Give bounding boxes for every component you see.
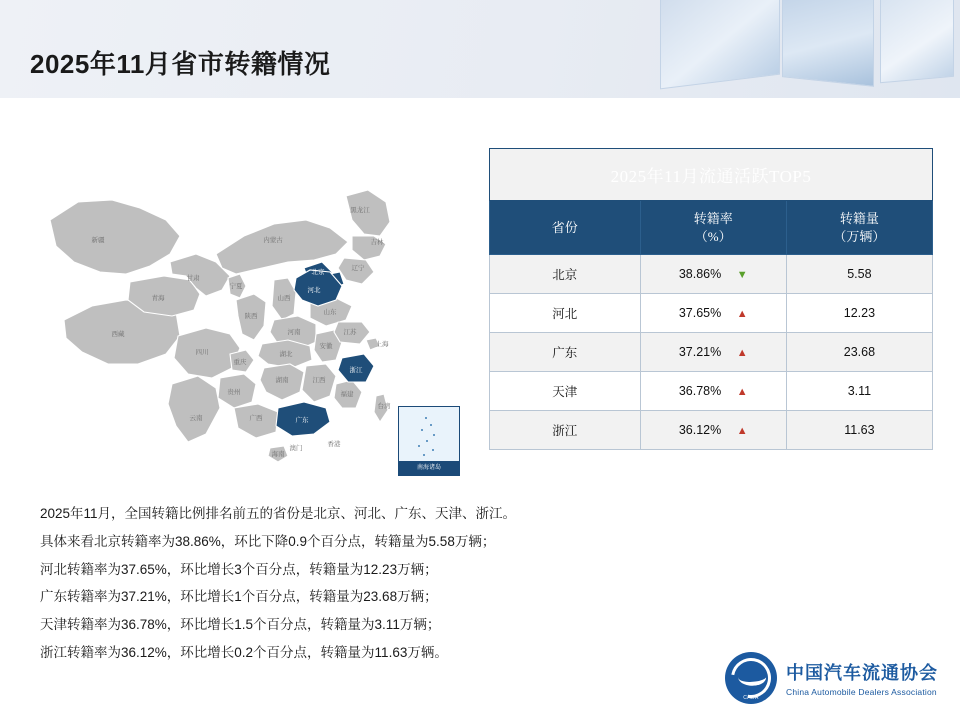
cell-rate — [640, 372, 786, 411]
svg-text:宁夏: 宁夏 — [229, 283, 243, 290]
inset-islands — [399, 407, 459, 461]
svg-text:辽宁: 辽宁 — [351, 265, 365, 272]
rate-value: 36.78% — [678, 384, 722, 399]
header-decoration — [580, 0, 960, 98]
rate-value: 37.21% — [678, 345, 722, 360]
svg-text:重庆: 重庆 — [233, 359, 247, 366]
svg-text:西藏: 西藏 — [111, 331, 125, 338]
map-base-provinces — [50, 190, 390, 462]
svg-text:吉林: 吉林 — [370, 239, 384, 246]
svg-text:江苏: 江苏 — [343, 329, 357, 336]
logo-name-en: China Automobile Dealers Association — [786, 687, 937, 697]
cell-volume: 12.23 — [786, 294, 932, 333]
cell-province: 天津 — [490, 372, 641, 411]
svg-text:广西: 广西 — [249, 415, 263, 422]
svg-text:贵州: 贵州 — [227, 389, 241, 396]
svg-text:广东: 广东 — [295, 417, 309, 424]
svg-text:湖北: 湖北 — [279, 351, 293, 358]
table-title: 2025年11月流通活跃TOP5 — [490, 149, 933, 201]
arrow-up-icon: ▲ — [736, 308, 748, 321]
column-header-volume: 转籍量 （万辆） — [786, 201, 932, 255]
svg-text:山东: 山东 — [323, 309, 337, 316]
svg-text:澳门: 澳门 — [289, 445, 303, 452]
svg-text:浙江: 浙江 — [349, 367, 363, 374]
header-divider — [0, 98, 960, 101]
column-header-rate: 转籍率 （%） — [640, 201, 786, 255]
rate-value: 38.86% — [678, 267, 722, 282]
svg-text:河南: 河南 — [287, 329, 301, 336]
cube-decoration — [782, 0, 874, 87]
cell-rate — [640, 411, 786, 450]
cell-volume: 3.11 — [786, 372, 932, 411]
svg-text:青海: 青海 — [151, 295, 165, 302]
cada-logo-icon — [725, 652, 777, 704]
cell-province: 河北 — [490, 294, 641, 333]
svg-text:内蒙古: 内蒙古 — [263, 237, 283, 244]
logo-abbr: CADA — [743, 695, 759, 701]
svg-text:北京: 北京 — [311, 269, 325, 276]
summary-line: 广东转籍率为37.21%，环比增长1个百分点，转籍量为23.68万辆； — [40, 589, 438, 605]
cell-volume: 23.68 — [786, 333, 932, 372]
arrow-up-icon: ▲ — [736, 425, 748, 438]
cube-decoration — [880, 0, 954, 83]
cell-province: 北京 — [490, 255, 641, 294]
cell-rate — [640, 294, 786, 333]
cell-volume: 5.58 — [786, 255, 932, 294]
svg-text:江西: 江西 — [312, 377, 326, 384]
svg-text:香港: 香港 — [327, 441, 341, 448]
svg-text:海南: 海南 — [271, 451, 285, 458]
cell-rate — [640, 255, 786, 294]
summary-line: 浙江转籍率为36.12%，环比增长0.2个百分点，转籍量为11.63万辆。 — [40, 644, 448, 660]
cube-decoration — [660, 0, 780, 89]
summary-line: 2025年11月，全国转籍比例排名前五的省份是北京、河北、广东、天津、浙江。 — [40, 506, 517, 521]
cell-volume: 11.63 — [786, 411, 932, 450]
top5-table — [489, 148, 933, 450]
svg-text:甘肃: 甘肃 — [186, 275, 200, 282]
page-title: 2025年11月省市转籍情况 — [30, 49, 331, 79]
arrow-down-icon: ▼ — [736, 269, 748, 282]
table-row — [490, 411, 933, 450]
summary-line: 具体来看北京转籍率为38.86%，环比下降0.9个百分点，转籍量为5.58万辆； — [40, 533, 496, 549]
table-row — [490, 372, 933, 411]
svg-text:福建: 福建 — [340, 391, 354, 398]
inset-label: 南海诸岛 — [399, 461, 459, 475]
column-header-province: 省份 — [490, 201, 641, 255]
svg-text:山西: 山西 — [277, 295, 291, 302]
table-header-row — [490, 201, 933, 255]
svg-text:台湾: 台湾 — [377, 403, 391, 410]
cell-province: 浙江 — [490, 411, 641, 450]
rate-value: 37.65% — [678, 306, 722, 321]
rate-value: 36.12% — [678, 423, 722, 438]
summary-line: 天津转籍率为36.78%，环比增长1.5个百分点，转籍量为3.11万辆； — [40, 617, 441, 633]
south-china-sea-inset — [398, 406, 460, 476]
svg-text:上海: 上海 — [375, 341, 389, 348]
table-title-row — [490, 149, 933, 201]
svg-text:四川: 四川 — [195, 349, 209, 356]
table-row — [490, 294, 933, 333]
svg-text:安徽: 安徽 — [319, 343, 333, 350]
svg-text:黑龙江: 黑龙江 — [350, 207, 370, 214]
cell-rate — [640, 333, 786, 372]
logo-text — [786, 659, 938, 697]
arrow-up-icon: ▲ — [736, 347, 748, 360]
svg-text:新疆: 新疆 — [91, 237, 105, 244]
table-row — [490, 333, 933, 372]
logo-name-cn: 中国汽车流通协会 — [786, 663, 938, 683]
table-row — [490, 255, 933, 294]
china-map — [30, 150, 470, 490]
association-logo — [725, 650, 938, 706]
svg-text:湖南: 湖南 — [275, 377, 289, 384]
summary-text — [40, 500, 740, 667]
svg-text:陕西: 陕西 — [244, 313, 258, 320]
summary-line: 河北转籍率为37.65%，环比增长3个百分点，转籍量为12.23万辆； — [40, 561, 438, 577]
svg-text:河北: 河北 — [307, 287, 321, 294]
cell-province: 广东 — [490, 333, 641, 372]
svg-text:云南: 云南 — [189, 415, 203, 422]
arrow-up-icon: ▲ — [736, 386, 748, 399]
slide-header — [0, 0, 960, 98]
